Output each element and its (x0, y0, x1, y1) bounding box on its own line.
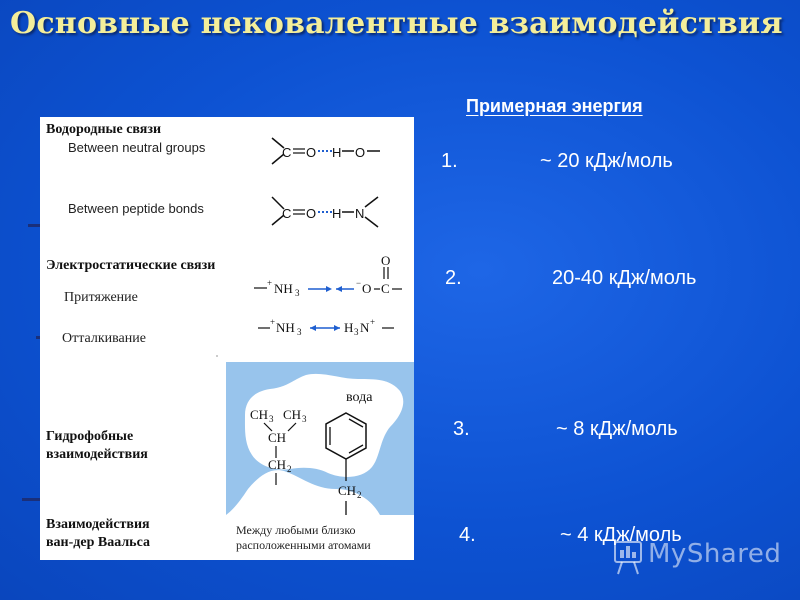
energy-row-number: 3. (453, 418, 470, 440)
hydrophobic-heading-line1: Гидрофобные (46, 429, 134, 444)
energy-row-value: ~ 20 кДж/моль (540, 150, 673, 172)
svg-text:O: O (381, 253, 391, 268)
svg-text:CH: CH (268, 457, 287, 472)
svg-text:O: O (306, 206, 317, 221)
hydrogen-neutral-label: Between neutral groups (68, 140, 206, 155)
svg-text:3: 3 (295, 288, 300, 298)
water-region (226, 362, 414, 515)
vdw-heading-line2: ван-дер Ваальса (46, 535, 150, 550)
svg-text:C: C (381, 281, 390, 296)
myshared-watermark (612, 536, 782, 576)
svg-text:CH: CH (283, 407, 302, 422)
interactions-diagram (40, 117, 414, 560)
decorative-dash (22, 498, 42, 501)
attraction-label: Притяжение (64, 290, 138, 305)
interactions-figure (40, 117, 414, 560)
repulsion-label: Отталкивание (62, 331, 146, 346)
svg-text:CH: CH (268, 430, 287, 445)
watermark-text: MyShared (648, 539, 782, 569)
energy-row-value: 20-40 кДж/моль (552, 267, 697, 289)
svg-text:+: + (267, 278, 273, 288)
hbond-neutral-structure (272, 138, 380, 164)
svg-text:3: 3 (269, 414, 274, 424)
hydrogen-heading: Водородные связи (46, 122, 162, 137)
svg-text:N: N (360, 320, 370, 335)
svg-text:H: H (344, 320, 354, 335)
energy-row-number: 2. (445, 267, 462, 289)
svg-text:O: O (362, 281, 372, 296)
hbond-peptide-structure (272, 197, 378, 227)
attraction-structure (254, 253, 402, 298)
svg-text:CH: CH (338, 483, 357, 498)
svg-text:NH: NH (276, 320, 295, 335)
hydrophobic-heading-line2: взаимодействия (46, 447, 148, 462)
energy-row-number: 1. (441, 150, 458, 172)
electrostatic-heading: Электростатические связи (46, 258, 216, 273)
presentation-board-icon (612, 536, 646, 576)
svg-text:+: + (270, 317, 276, 327)
water-label: вода (346, 390, 373, 405)
svg-text:3: 3 (354, 327, 359, 337)
svg-text:2: 2 (357, 490, 362, 500)
vdw-heading-line1: Взаимодействия (46, 517, 150, 532)
svg-text:+: + (370, 317, 376, 327)
energy-row-value: ~ 4 кДж/моль (560, 524, 682, 546)
svg-text:C: C (282, 145, 292, 160)
repulsion-structure (258, 317, 394, 337)
svg-text:CH: CH (250, 407, 269, 422)
svg-text:H: H (332, 145, 342, 160)
svg-text:H: H (332, 206, 342, 221)
vdw-note-line1: Между любыми близко (236, 523, 356, 537)
energy-row-number: 4. (459, 524, 476, 546)
energy-heading: Примерная энергия (466, 96, 643, 116)
svg-text:2: 2 (287, 464, 292, 474)
svg-text:N: N (355, 206, 365, 221)
svg-text:C: C (282, 206, 292, 221)
svg-text:−: − (356, 278, 362, 288)
slide-title: Основные нековалентные взаимодействия (10, 6, 783, 41)
svg-text:O: O (306, 145, 317, 160)
svg-text:NH: NH (274, 281, 293, 296)
vdw-note-line2: расположенными атомами (236, 538, 371, 552)
svg-text:3: 3 (297, 327, 302, 337)
svg-text:3: 3 (302, 414, 307, 424)
energy-row-value: ~ 8 кДж/моль (556, 418, 678, 440)
svg-text:O: O (355, 145, 366, 160)
hydrogen-peptide-label: Between peptide bonds (68, 201, 204, 216)
